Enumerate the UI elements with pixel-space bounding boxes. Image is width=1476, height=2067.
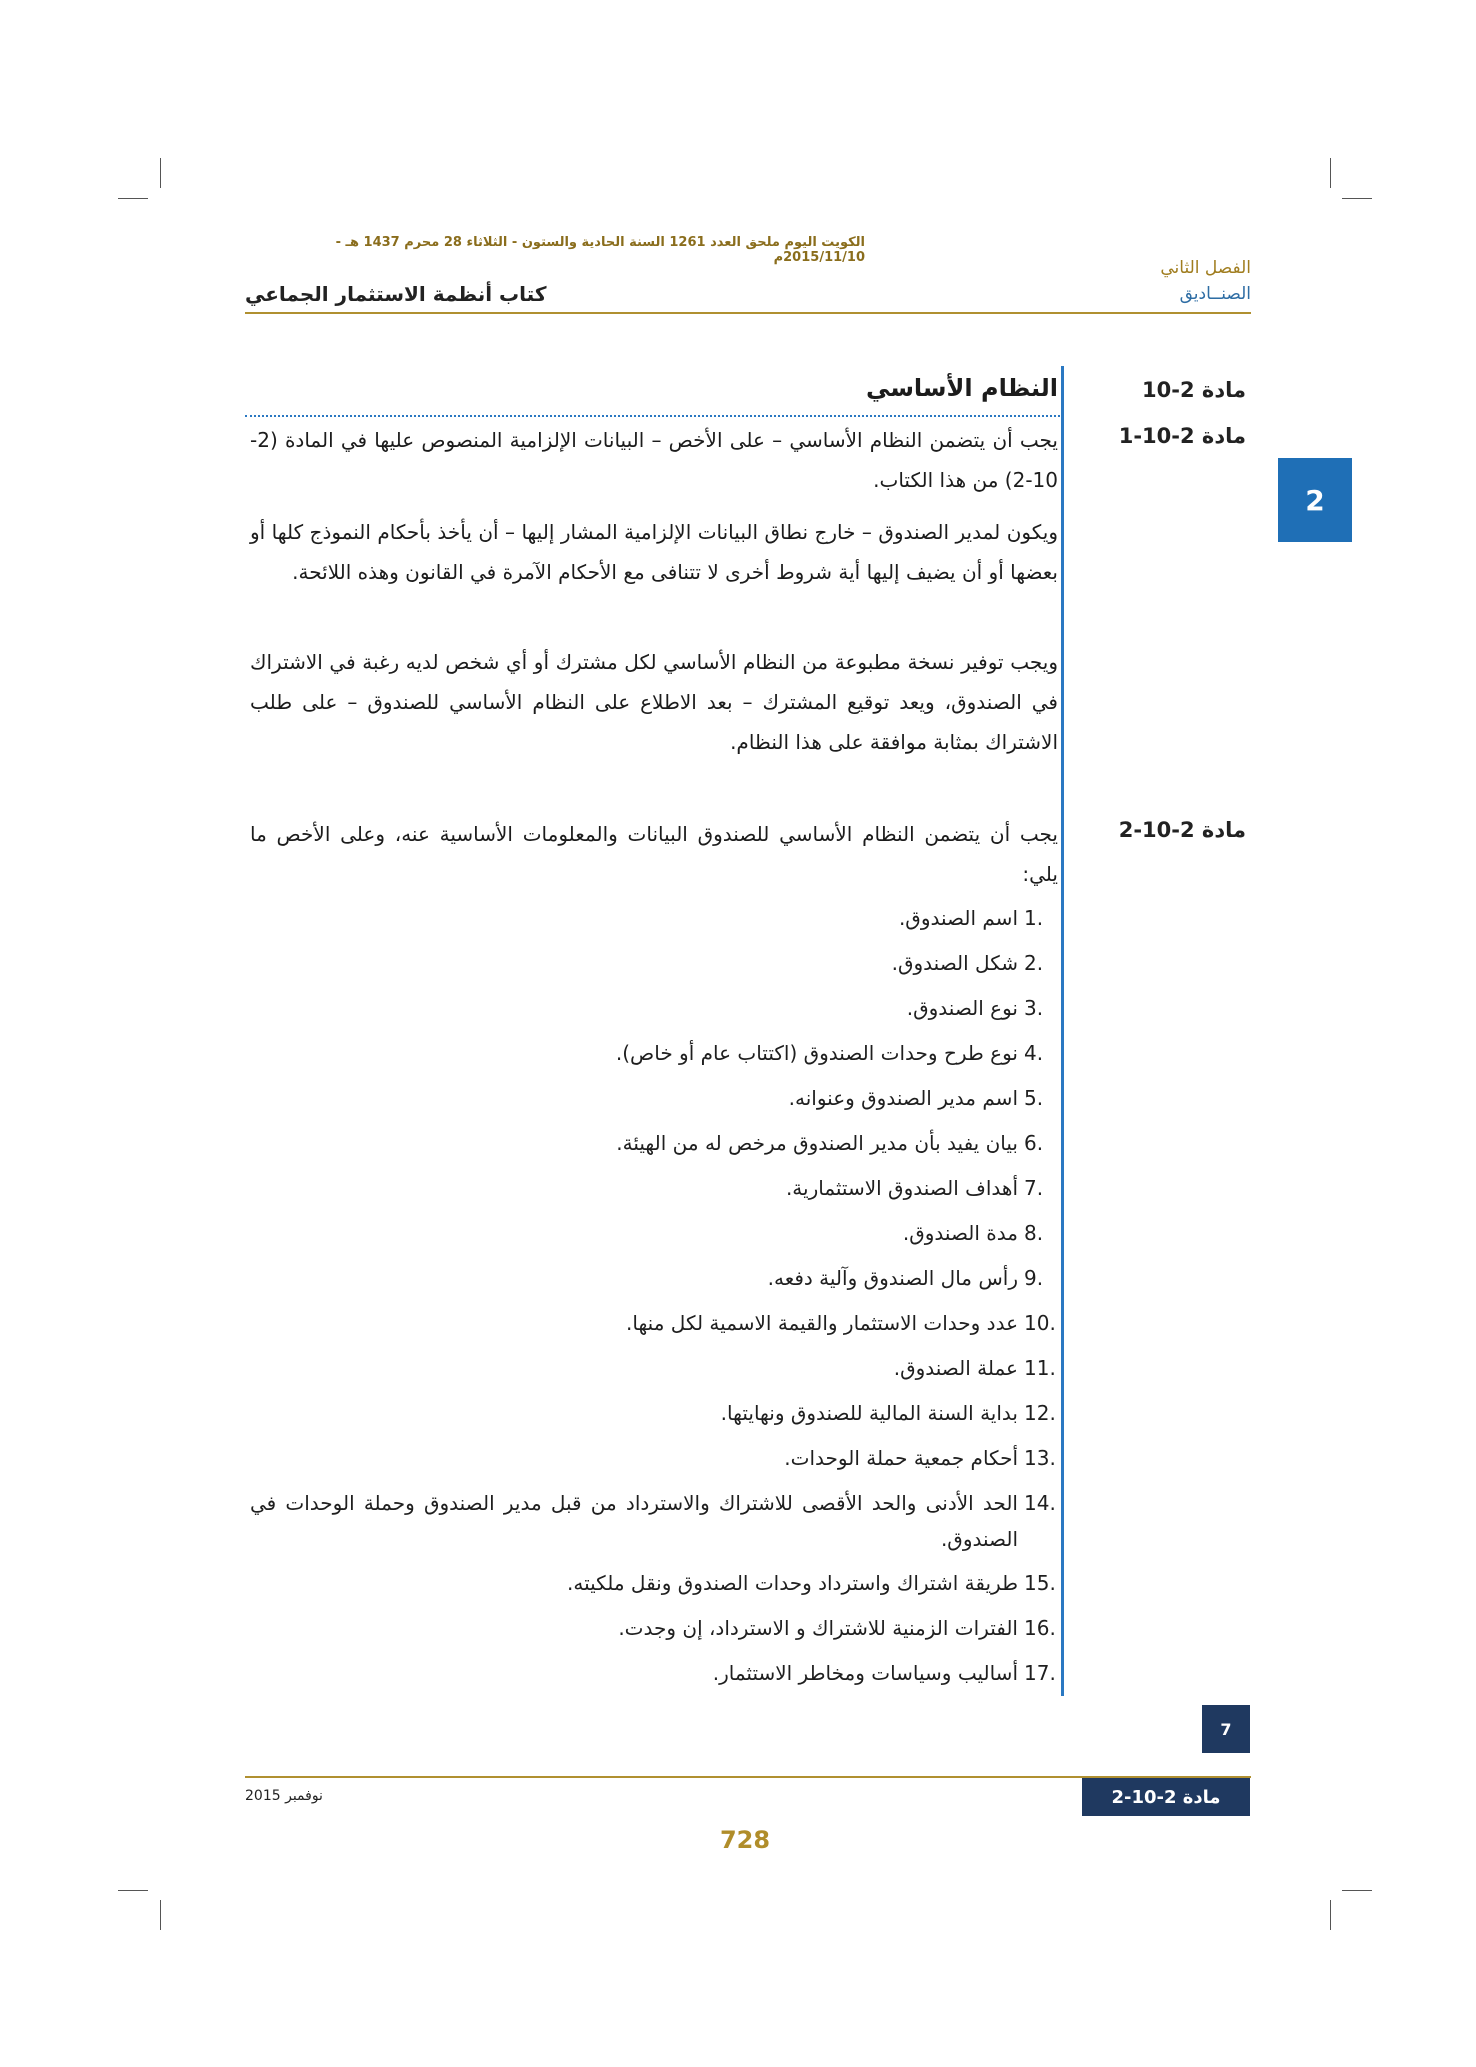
- article-paragraph: يجب أن يتضمن النظام الأساسي – على الأخص – البيانات الإلزامية المنصوص عليها في المادة (2-10-2) من هذا الكتاب.: [250, 428, 1058, 492]
- crop-mark: [118, 1890, 148, 1891]
- list-item: 10. عدد وحدات الاستثمار والقيمة الاسمية لكل منها.: [626, 1311, 1056, 1335]
- chapter-side-tab: 2: [1278, 458, 1352, 542]
- list-item: 1. اسم الصندوق.: [898, 906, 1044, 930]
- section-label: مادة 2-10: [1142, 378, 1246, 402]
- crop-mark: [160, 158, 161, 188]
- list-item: 3. نوع الصندوق.: [906, 996, 1044, 1020]
- article-intro: يجب أن يتضمن النظام الأساسي للصندوق البيانات والمعلومات الأساسية عنه، وعلى الأخص ما يلي:: [250, 822, 1058, 886]
- list-item: 5. اسم مدير الصندوق وعنوانه.: [788, 1086, 1044, 1110]
- crop-mark: [1330, 158, 1331, 188]
- list-item: 2. شكل الصندوق.: [891, 951, 1044, 975]
- crop-mark: [160, 1900, 161, 1930]
- list-item: 9. رأس مال الصندوق وآلية دفعه.: [767, 1266, 1044, 1290]
- chapter-subtitle: الصنــاديق: [1179, 284, 1251, 304]
- folio-number: 728: [719, 1826, 771, 1854]
- crop-mark: [118, 198, 148, 199]
- crop-mark: [1342, 1890, 1372, 1891]
- title-dotted-rule: [245, 415, 1060, 417]
- list-item: 4. نوع طرح وحدات الصندوق (اكتتاب عام أو خاص).: [615, 1041, 1044, 1065]
- requirements-list: [250, 896, 1058, 1696]
- section-title: النظام الأساسي: [866, 374, 1058, 402]
- footer-date: نوفمبر 2015: [245, 1788, 323, 1804]
- margin-rule: [1061, 366, 1064, 1696]
- article-label: مادة 2-10-2: [1118, 818, 1246, 842]
- list-item: 7. أهداف الصندوق الاستثمارية.: [785, 1176, 1044, 1200]
- list-item: 13. أحكام جمعية حملة الوحدات.: [784, 1446, 1056, 1470]
- article-label: مادة 2-10-1: [1118, 424, 1246, 448]
- book-title: كتاب أنظمة الاستثمار الجماعي: [245, 282, 547, 306]
- chapter-label: الفصل الثاني: [1160, 258, 1251, 278]
- article-paragraph: ويكون لمدير الصندوق – خارج نطاق البيانات الإلزامية المشار إليها – أن يأخذ بأحكام النموذج كلها أو بعضها أو أن يضيف إليها أية شروط أخرى لا تتنافى مع الأحكام الآمرة في القانون وهذه اللائحة.: [250, 520, 1058, 584]
- list-item: 15. طريقة اشتراك واسترداد وحدات الصندوق ونقل ملكيته.: [567, 1571, 1056, 1595]
- crop-mark: [1330, 1900, 1331, 1930]
- gazette-issue-line: الكويت اليوم ملحق العدد 1261 السنة الحادية والستون - الثلاثاء 28 محرم 1437 هـ - 2015/11/10م: [335, 235, 865, 265]
- list-item: 12. بداية السنة المالية للصندوق ونهايتها.: [720, 1401, 1056, 1425]
- list-item: 8. مدة الصندوق.: [902, 1221, 1044, 1245]
- footer-article-badge: مادة 2-10-2: [1082, 1778, 1250, 1816]
- article-paragraph: ويجب توفير نسخة مطبوعة من النظام الأساسي لكل مشترك أو أي شخص لديه رغبة في الاشتراك في الصندوق، ويعد توقيع المشترك – بعد الاطلاع على النظام الأساسي للصندوق – على طلب الاشتراك بمثابة موافقة على هذا النظام.: [250, 650, 1058, 754]
- list-item: 11. عملة الصندوق.: [893, 1356, 1056, 1380]
- list-item: 14. الحد الأدنى والحد الأقصى للاشتراك والاسترداد من قبل مدير الصندوق وحملة الوحدات في الصندوق.: [250, 1491, 1056, 1551]
- list-item: 16. الفترات الزمنية للاشتراك و الاسترداد، إن وجدت.: [618, 1616, 1056, 1640]
- list-item: 17. أساليب وسياسات ومخاطر الاستثمار.: [712, 1661, 1056, 1685]
- chapter-page-number: 7: [1202, 1705, 1250, 1753]
- header-rule: [245, 312, 1251, 314]
- list-item: 6. بيان يفيد بأن مدير الصندوق مرخص له من الهيئة.: [616, 1131, 1044, 1155]
- crop-mark: [1342, 198, 1372, 199]
